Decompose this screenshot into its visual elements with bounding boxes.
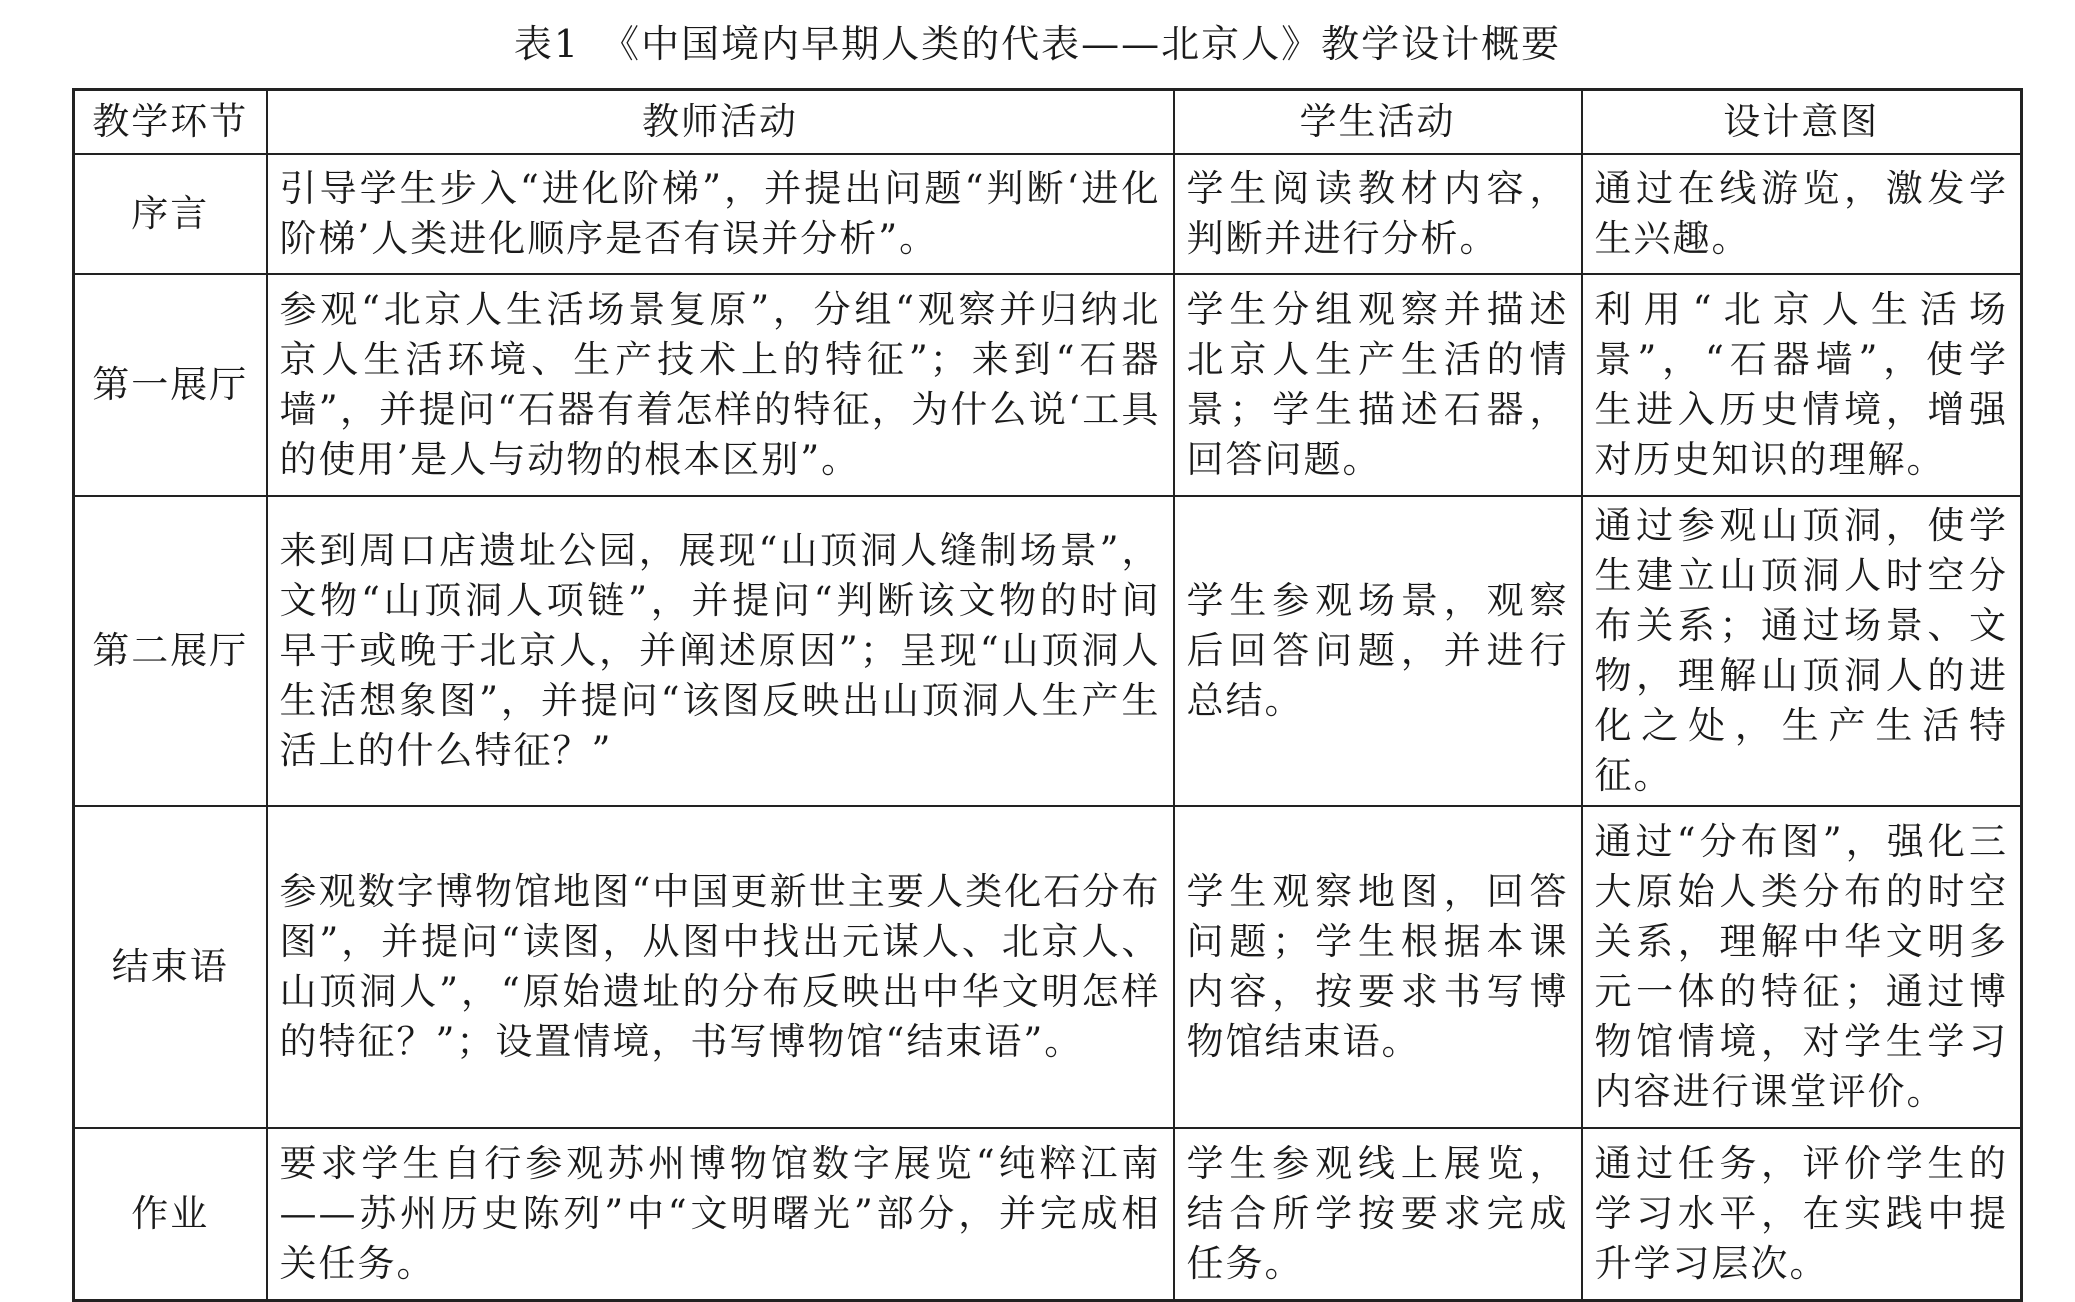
cell-stage: 结束语 bbox=[74, 806, 267, 1128]
lesson-design-table bbox=[72, 88, 2023, 1302]
cell-stage: 序言 bbox=[74, 154, 267, 274]
cell-student-activity: 学生阅读教材内容，判断并进行分析。 bbox=[1174, 154, 1582, 274]
table-caption: 表1 《中国境内早期人类的代表——北京人》教学设计概要 bbox=[513, 22, 1562, 66]
table-row bbox=[74, 154, 2022, 274]
cell-teacher-activity: 引导学生步入“进化阶梯”，并提出问题“判断‘进化阶梯’人类进化顺序是否有误并分析”。 bbox=[267, 154, 1174, 274]
cell-student-activity: 学生参观线上展览，结合所学按要求完成任务。 bbox=[1174, 1128, 1582, 1301]
cell-design-intent: 利用“北京人生活场景”，“石器墙”，使学生进入历史情境，增强对历史知识的理解。 bbox=[1582, 274, 2022, 496]
cell-teacher-activity: 要求学生自行参观苏州博物馆数字展览“纯粹江南——苏州历史陈列”中“文明曙光”部分，并完成相关任务。 bbox=[267, 1128, 1174, 1301]
cell-stage: 第二展厅 bbox=[74, 496, 267, 806]
cell-student-activity: 学生分组观察并描述北京人生产生活的情景；学生描述石器，回答问题。 bbox=[1174, 274, 1582, 496]
cell-design-intent: 通过任务，评价学生的学习水平，在实践中提升学习层次。 bbox=[1582, 1128, 2022, 1301]
table-row bbox=[74, 274, 2022, 496]
cell-design-intent: 通过“分布图”，强化三大原始人类分布的时空关系，理解中华文明多元一体的特征；通过博物馆情境，对学生学习内容进行课堂评价。 bbox=[1582, 806, 2022, 1128]
cell-stage: 作业 bbox=[74, 1128, 267, 1301]
cell-design-intent: 通过参观山顶洞，使学生建立山顶洞人时空分布关系；通过场景、文物，理解山顶洞人的进化之处，生产生活特征。 bbox=[1582, 496, 2022, 806]
header-student-activity: 学生活动 bbox=[1174, 90, 1582, 155]
header-stage: 教学环节 bbox=[74, 90, 267, 155]
cell-design-intent: 通过在线游览，激发学生兴趣。 bbox=[1582, 154, 2022, 274]
header-design-intent: 设计意图 bbox=[1582, 90, 2022, 155]
table-row bbox=[74, 496, 2022, 806]
cell-teacher-activity: 参观数字博物馆地图“中国更新世主要人类化石分布图”，并提问“读图，从图中找出元谋人、北京人、山顶洞人”，“原始遗址的分布反映出中华文明怎样的特征？”；设置情境，书写博物馆“结束语”。 bbox=[267, 806, 1174, 1128]
table-row bbox=[74, 1128, 2022, 1301]
cell-stage: 第一展厅 bbox=[74, 274, 267, 496]
cell-teacher-activity: 参观“北京人生活场景复原”，分组“观察并归纳北京人生活环境、生产技术上的特征”；来到“石器墙”，并提问“石器有着怎样的特征，为什么说‘工具的使用’是人与动物的根本区别”。 bbox=[267, 274, 1174, 496]
cell-teacher-activity: 来到周口店遗址公园，展现“山顶洞人缝制场景”，文物“山顶洞人项链”，并提问“判断该文物的时间早于或晚于北京人，并阐述原因”；呈现“山顶洞人生活想象图”，并提问“该图反映出山顶洞人生产生活上的什么特征？” bbox=[267, 496, 1174, 806]
table-header-row bbox=[74, 90, 2022, 155]
header-teacher-activity: 教师活动 bbox=[267, 90, 1174, 155]
table-row bbox=[74, 806, 2022, 1128]
cell-student-activity: 学生参观场景，观察后回答问题，并进行总结。 bbox=[1174, 496, 1582, 806]
cell-student-activity: 学生观察地图，回答问题；学生根据本课内容，按要求书写博物馆结束语。 bbox=[1174, 806, 1582, 1128]
